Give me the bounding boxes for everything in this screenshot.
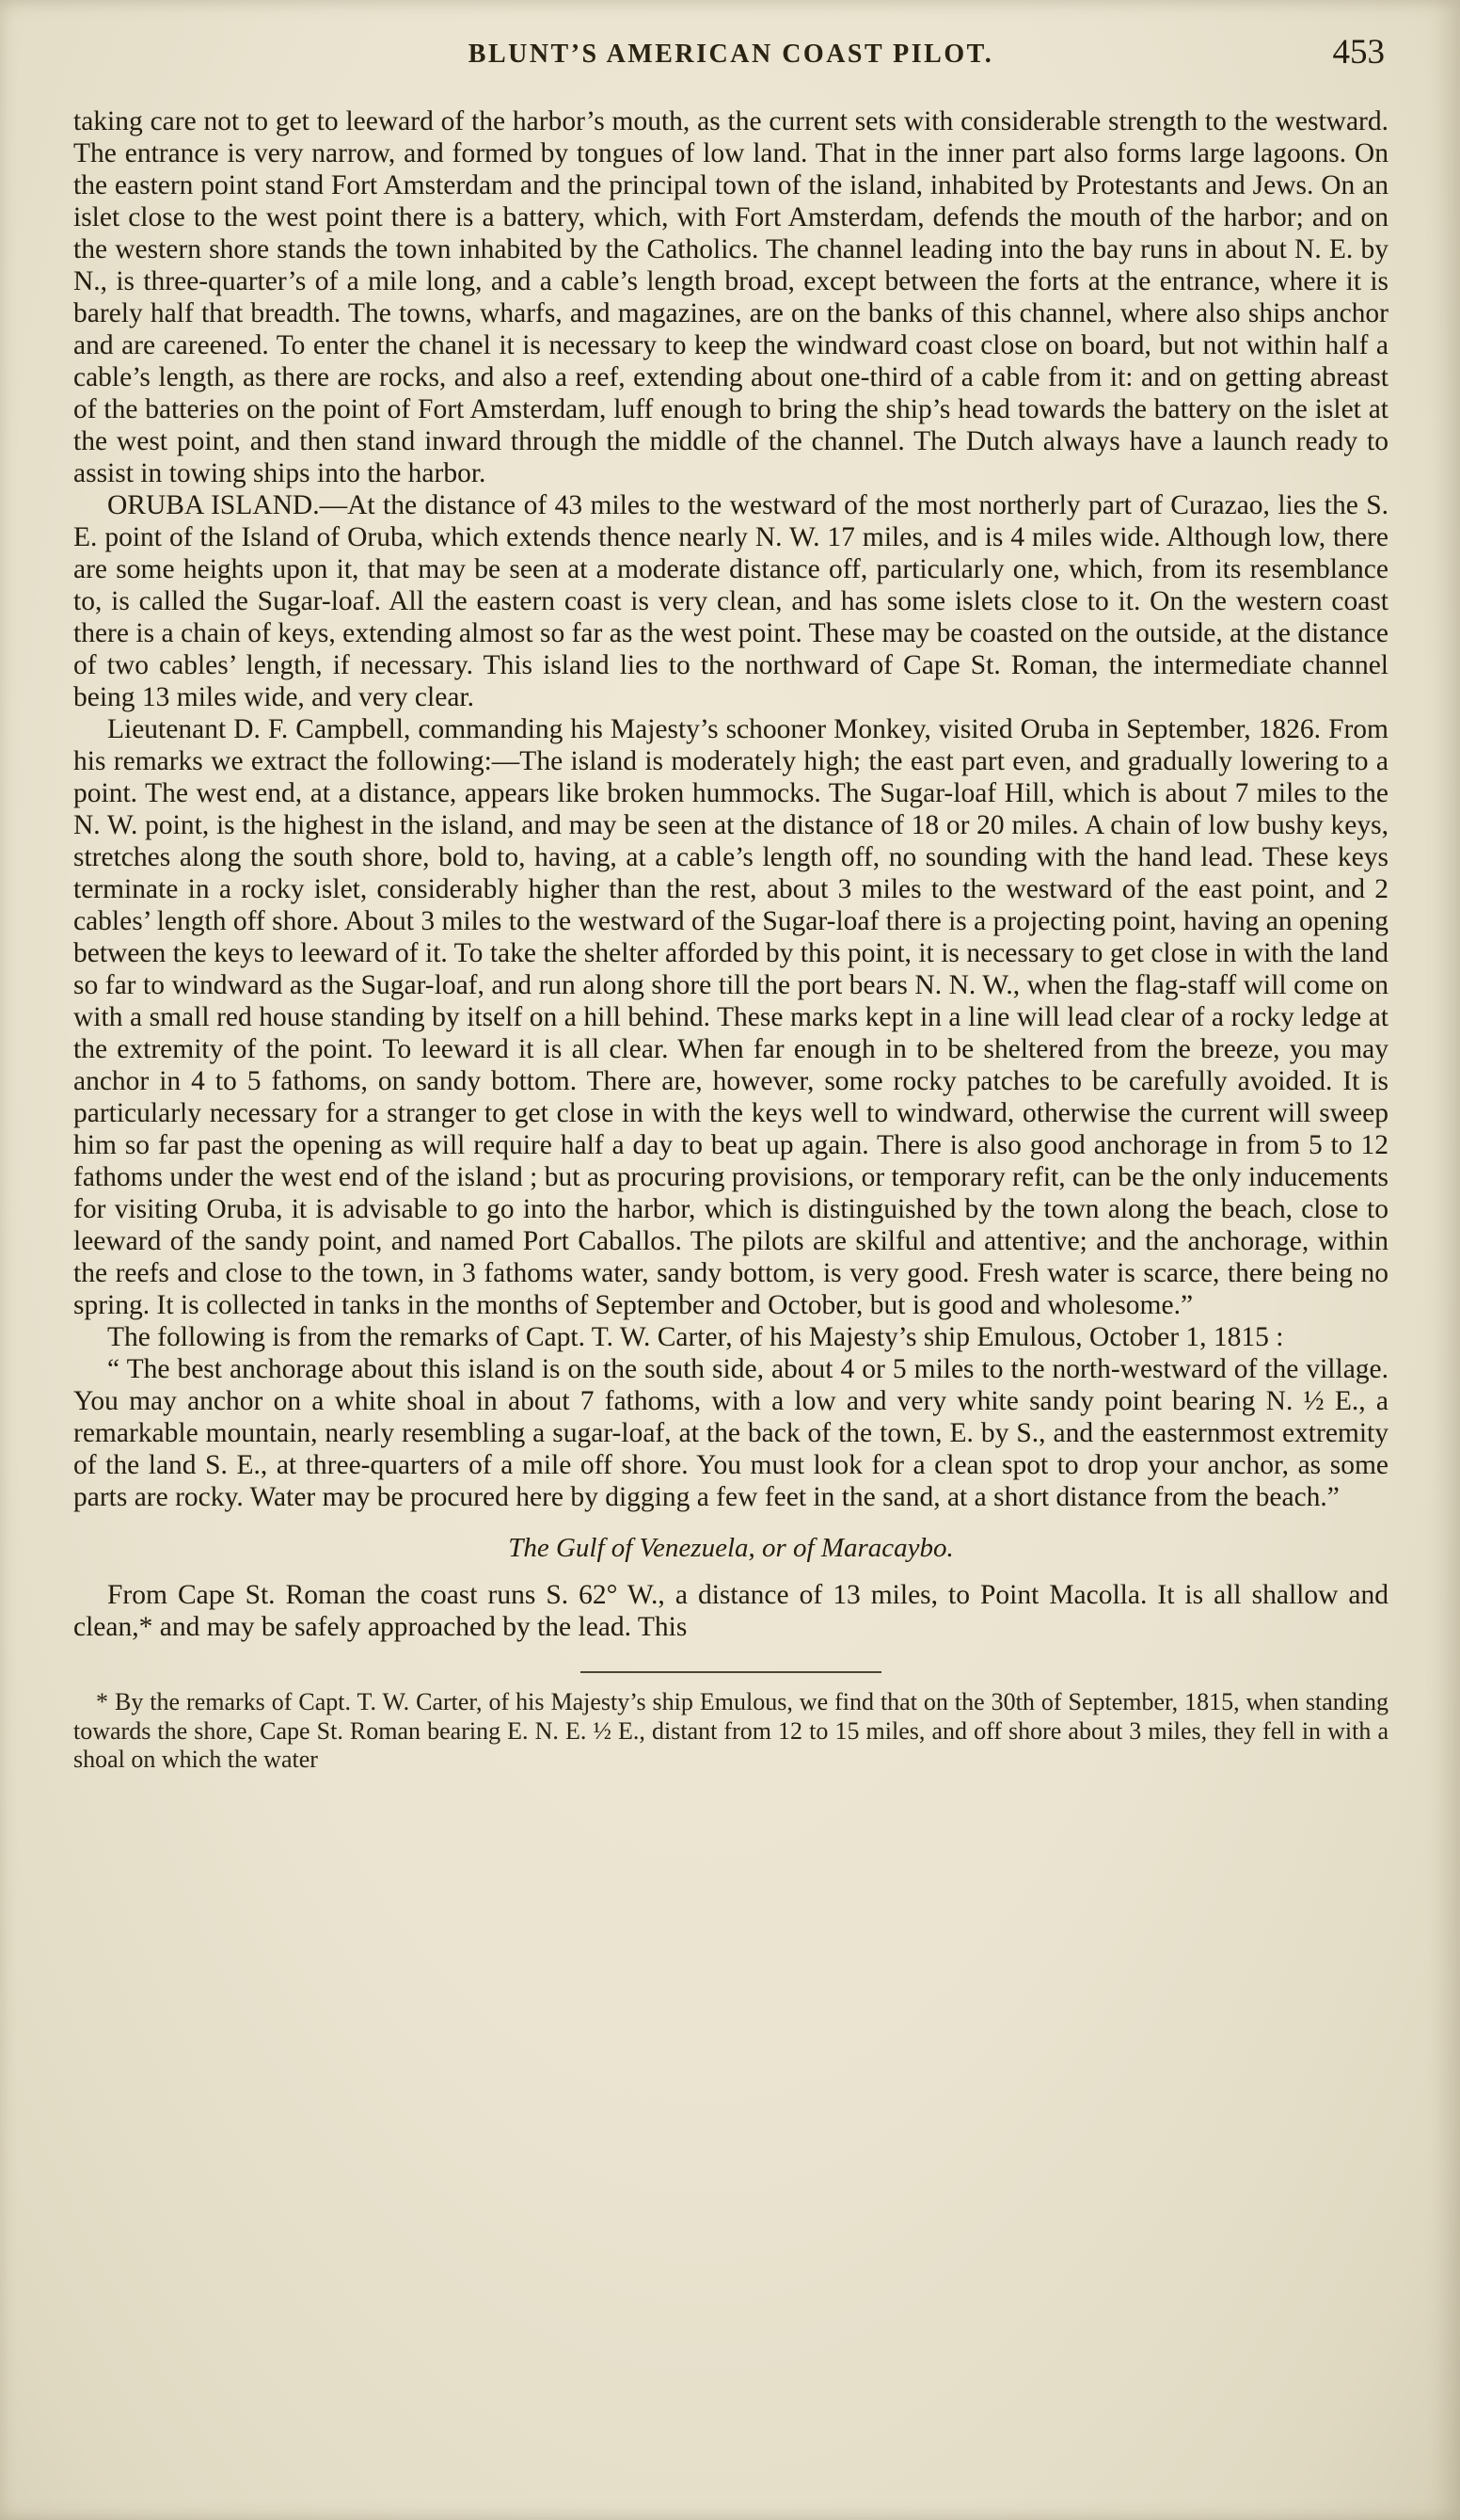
footnote: * By the remarks of Capt. T. W. Carter, of his Majesty’s ship Emulous, we find that on the 30th of September, 1815, when standing towards the shore, Cape St. Roman bearing E. N. E. ½ E., distant from 12 to 15 miles, and off shore about 3 miles, they fell in with a shoal on which the water <box>73 1688 1389 1773</box>
running-title: BLUNT’S AMERICAN COAST PILOT. <box>468 40 994 69</box>
page-body <box>73 105 1389 1643</box>
paragraph: From Cape St. Roman the coast runs S. 62° W., a distance of 13 miles, to Point Macolla. It is all shallow and clean,* and may be safely approached by the lead. This <box>73 1580 1389 1642</box>
paragraph: “ The best anchorage about this island is on the south side, about 4 or 5 miles to the north-westward of the village. You may anchor on a white shoal in about 7 fathoms, with a low and very white sandy point bearing N. ½ E., a remarkable mountain, nearly resembling a sugar-loaf, at the back of the town, E. by S., and the easternmost extremity of the land S. E., at three-quarters of a mile off shore. You must look for a clean spot to drop your anchor, as some parts are rocky. Water may be procured here by digging a few feet in the sand, at a short distance from the beach.” <box>73 1354 1389 1512</box>
paragraph: The following is from the remarks of Capt. T. W. Carter, of his Majesty’s ship Emulous, October 1, 1815 : <box>107 1322 1284 1352</box>
footnote-area <box>73 1671 1389 1775</box>
page-header <box>73 32 1389 92</box>
footnote-rule <box>580 1671 881 1673</box>
paragraph: taking care not to get to leeward of the harbor’s mouth, as the current sets with considerable strength to the westward. The entrance is very narrow, and formed by tongues of low land. That in the inner part also forms large lagoons. On the eastern point stand Fort Amsterdam and the principal town of the island, inhabited by Protestants and Jews. On an islet close to the west point there is a battery, which, with Fort Amsterdam, defends the mouth of the harbor; and on the western shore stands the town inhabited by the Catholics. The channel leading into the bay runs in about N. E. by N., is three-quarter’s of a mile long, and a cable’s length broad, except between the forts at the entrance, where it is barely half that breadth. The towns, wharfs, and magazines, are on the banks of this channel, where also ships anchor and are careened. To enter the chanel it is necessary to keep the windward coast close on board, but not within half a cable’s length, as there are rocks, and also a reef, extending about one-third of a cable from it: and on getting abreast of the batteries on the point of Fort Amsterdam, luff enough to bring the ship’s head towards the battery on the islet at the west point, and then stand inward through the middle of the channel. The Dutch always have a launch ready to assist in towing ships into the harbor. <box>73 106 1389 488</box>
paragraph: Lieutenant D. F. Campbell, commanding his Majesty’s schooner Monkey, visited Oruba in September, 1826. From his remarks we extract the following:—The island is moderately high; the east part even, and gradually lowering to a point. The west end, at a distance, appears like broken hummocks. The Sugar-loaf Hill, which is about 7 miles to the N. W. point, is the highest in the island, and may be seen at the distance of 18 or 20 miles. A chain of low bushy keys, stretches along the south shore, bold to, having, at a cable’s length off, no sounding with the hand lead. These keys terminate in a rocky islet, considerably higher than the rest, about 3 miles to the westward of the east point, and 2 cables’ length off shore. About 3 miles to the westward of the Sugar-loaf there is a projecting point, having an opening between the keys to leeward of it. To take the shelter afforded by this point, it is necessary to get close in with the land so far to windward as the Sugar-loaf, and run along shore till the port bears N. N. W., when the flag-staff will come on with a small red house standing by itself on a hill behind. These marks kept in a line will lead clear of a rocky ledge at the extremity of the point. To leeward it is all clear. When far enough in to be sheltered from the breeze, you may anchor in 4 to 5 fathoms, on sandy bottom. There are, however, some rocky patches to be carefully avoided. It is particularly necessary for a stranger to get close in with the keys well to windward, otherwise the current will sweep him so far past the opening as will require half a day to beat up again. There is also good anchorage in from 5 to 12 fathoms under the west end of the island ; but as procuring provisions, or temporary refit, can be the only inducements for visiting Oruba, it is advisable to go into the harbor, which is distinguished by the town along the beach, close to leeward of the sandy point, and named Port Caballos. The pilots are skilful and attentive; and the anchorage, within the reefs and close to the town, in 3 fathoms water, sandy bottom, is very good. Fresh water is scarce, there being no spring. It is collected in tanks in the months of September and October, but is good and wholesome.” <box>73 714 1389 1320</box>
paragraph: ORUBA ISLAND.—At the distance of 43 miles to the westward of the most northerly part of Curazao, lies the S. E. point of the Island of Oruba, which extends thence nearly N. W. 17 miles, and is 4 miles wide. Although low, there are some heights upon it, that may be seen at a moderate distance off, particularly one, which, from its resemblance to, is called the Sugar-loaf. All the eastern coast is very clean, and has some islets close to it. On the western coast there is a chain of keys, extending almost so far as the west point. These may be coasted on the outside, at the distance of two cables’ length, if necessary. This island lies to the northward of Cape St. Roman, the intermediate channel being 13 miles wide, and very clear. <box>73 490 1389 712</box>
section-heading: The Gulf of Venezuela, or of Maracaybo. <box>508 1533 954 1563</box>
page-number: 453 <box>1332 33 1385 72</box>
